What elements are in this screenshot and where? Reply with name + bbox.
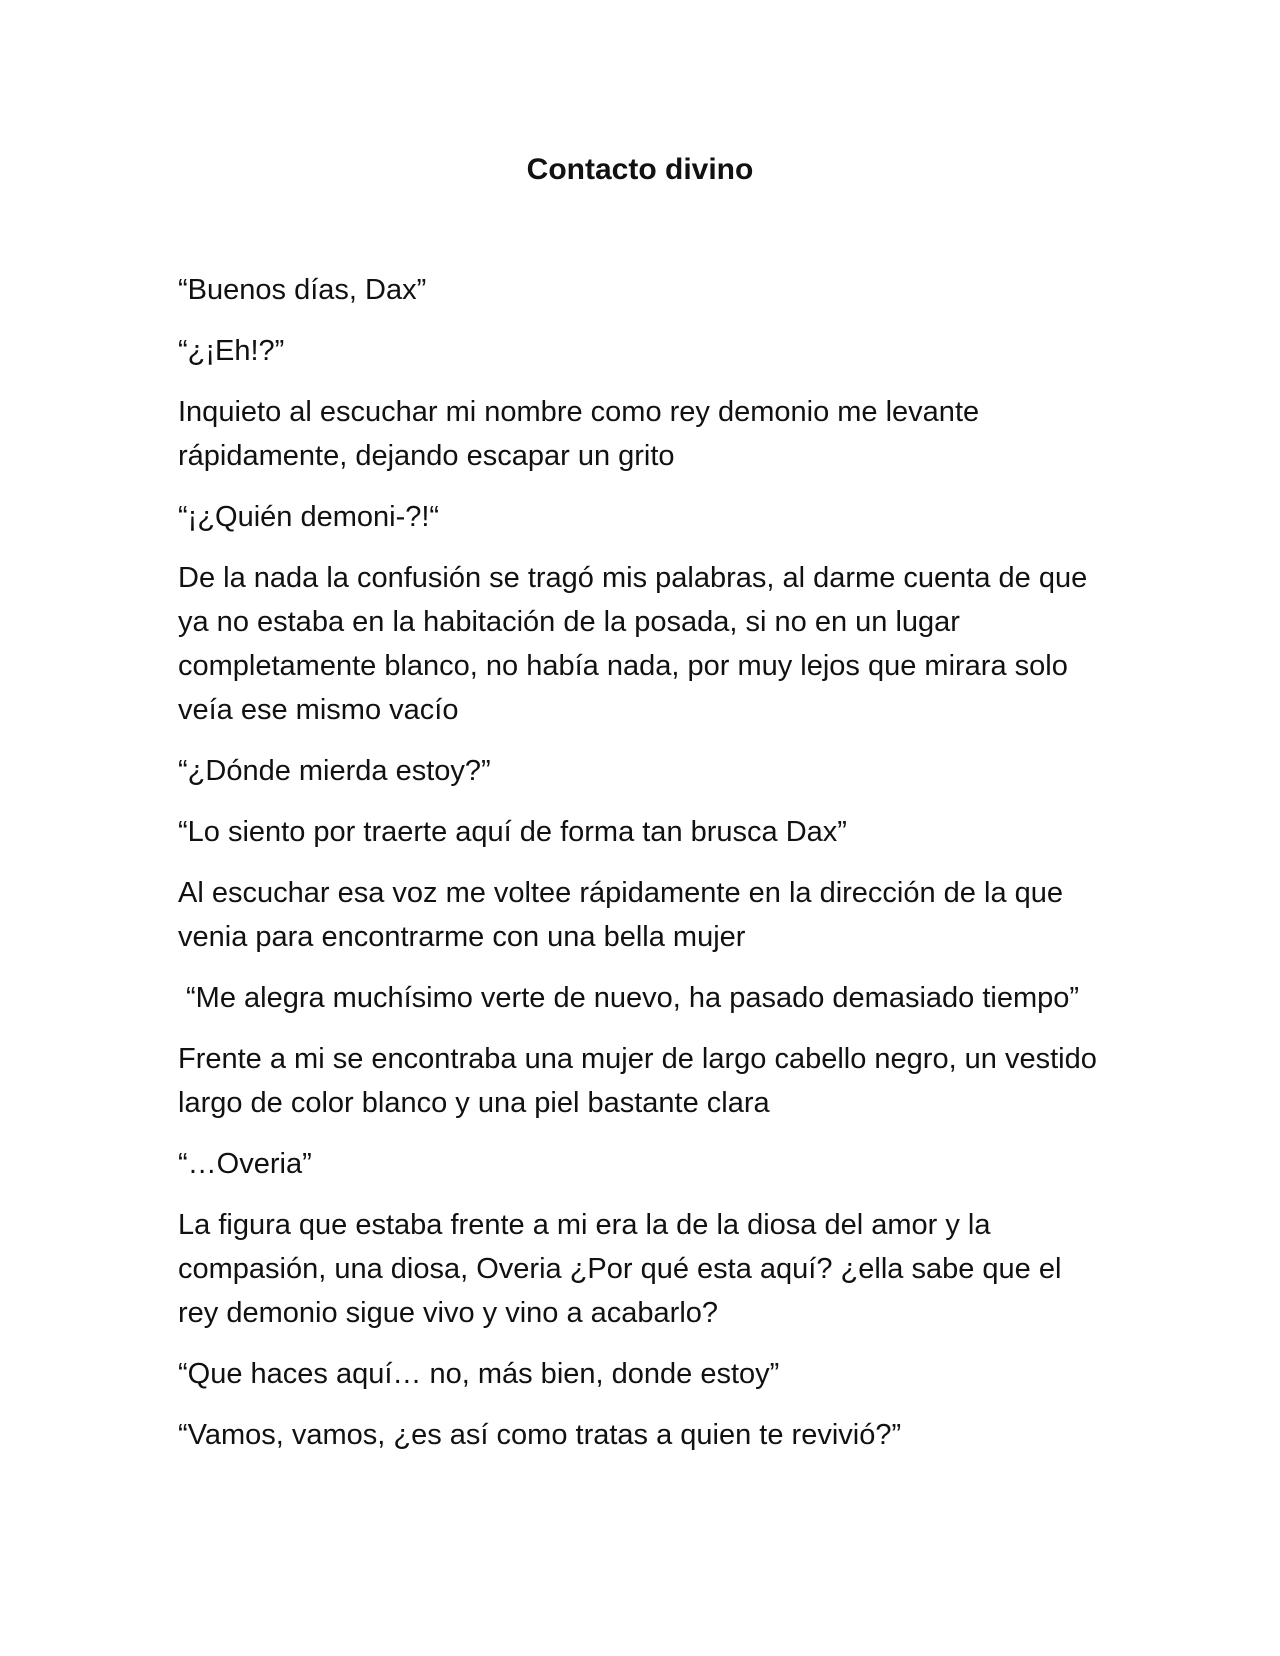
paragraph: “Buenos días, Dax” bbox=[178, 274, 427, 306]
paragraph: De la nada la confusión se tragó mis palabras, al darme cuenta de que ya no estaba en la habitación de la posada, si no en un lugar completamente blanco, no había nada, por muy lejos que mirara solo veía ese mismo vacío bbox=[178, 562, 1088, 726]
paragraph: “¿¡Eh!?” bbox=[178, 335, 285, 367]
paragraph: Inquieto al escuchar mi nombre como rey demonio me levante rápidamente, dejando escapar un grito bbox=[178, 396, 980, 472]
paragraph: Frente a mi se encontraba una mujer de largo cabello negro, un vestido largo de color blanco y una piel bastante clara bbox=[178, 1043, 1097, 1119]
paragraph: “Me alegra muchísimo verte de nuevo, ha pasado demasiado tiempo” bbox=[186, 982, 1080, 1014]
document-body bbox=[178, 268, 1108, 1474]
paragraph: “Vamos, vamos, ¿es así como tratas a quien te revivió?” bbox=[178, 1419, 902, 1451]
paragraph: La figura que estaba frente a mi era la de la diosa del amor y la compasión, una diosa, Overia ¿Por qué esta aquí? ¿ella sabe que el rey demonio sigue vivo y vino a acabarlo? bbox=[178, 1209, 1062, 1329]
paragraph: “Que haces aquí… no, más bien, donde estoy” bbox=[178, 1358, 780, 1390]
paragraph: “¿Dónde mierda estoy?” bbox=[178, 755, 491, 787]
paragraph: “Lo siento por traerte aquí de forma tan brusca Dax” bbox=[178, 816, 847, 848]
document-title: Contacto divino bbox=[526, 153, 754, 186]
paragraph: “¡¿Quién demoni-?!“ bbox=[178, 501, 440, 533]
paragraph: “…Overia” bbox=[178, 1148, 312, 1180]
paragraph: Al escuchar esa voz me voltee rápidamente en la dirección de la que venia para encontrarme con una bella mujer bbox=[178, 877, 1064, 953]
